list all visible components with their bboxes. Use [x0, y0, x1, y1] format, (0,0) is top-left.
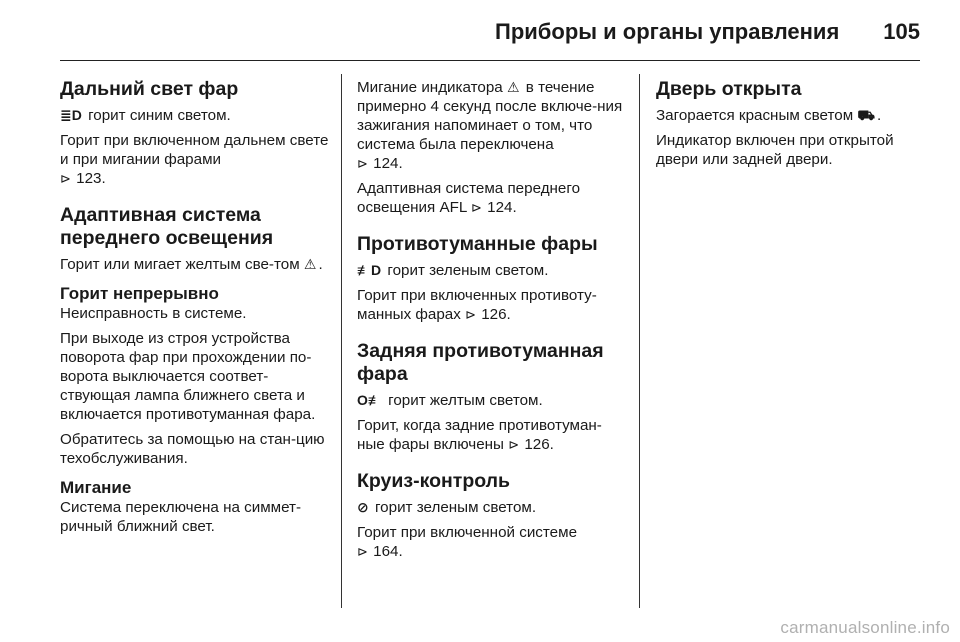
afl-para: Горит или мигает желтым све-том ⚠ .	[60, 256, 323, 273]
reference-arrow-icon: ⊳	[357, 544, 368, 559]
fog-light-icon: ≢D	[357, 262, 382, 278]
column-3	[656, 78, 928, 175]
high-beam-para: Горит при включенном дальнем свете и при мигании фарами ⊳ 123.	[60, 132, 329, 187]
column-divider-1	[341, 74, 342, 608]
page-number: 105	[883, 19, 920, 44]
reference-arrow-icon: ⊳	[60, 171, 71, 186]
afl-flash-para: Мигание индикатора ⚠ в течение примерно 4 секунд после включе-ния зажигания напоминает о том, что система была переключена ⊳ 124.	[357, 79, 623, 172]
column-divider-2	[639, 74, 640, 608]
rear-fog-light-icon: O≢	[357, 392, 382, 408]
section-high-beam-title: Дальний свет фар	[60, 78, 239, 100]
rear-fog-line-1: O≢ горит желтым светом.	[357, 392, 543, 409]
column-2	[357, 78, 629, 567]
high-beam-line-1: ≣D горит синим светом.	[60, 107, 231, 124]
section-fog-lights-title: Противотуманные фары	[357, 233, 598, 255]
page-header	[60, 12, 920, 52]
door-open-para-1: Загорается красным светом ⛟ .	[656, 107, 882, 124]
cruise-line-1: ⊘ горит зеленым светом.	[357, 499, 537, 516]
afl-icon: ⚠	[303, 256, 317, 272]
constant-para-2: При выходе из строя устройства поворота фар при прохождении по-ворота выключается соответ-ствующая лампа ближнего света и включается противотуманная фара.	[60, 330, 316, 423]
column-1	[60, 78, 332, 542]
fog-lights-line-1: ≢D горит зеленым светом.	[357, 262, 549, 279]
door-open-para-2: Индикатор включен при открытой двери или задней двери.	[656, 132, 894, 168]
watermark: carmanualsonline.info	[780, 618, 950, 637]
header-rule	[60, 60, 920, 61]
section-door-open-title: Дверь открыта	[656, 78, 802, 100]
section-afl-title: Адаптивная система переднего освещения	[60, 204, 274, 249]
reference-arrow-icon: ⊳	[465, 307, 476, 322]
flashing-para: Система переключена на симмет-ричный ближний свет.	[60, 499, 302, 535]
section-rear-fog-title: Задняя противотуманная фара	[357, 340, 604, 385]
high-beam-icon: ≣D	[60, 107, 82, 123]
section-constant-title: Горит непрерывно	[60, 284, 219, 303]
door-open-icon: ⛟	[857, 107, 875, 123]
section-cruise-control-title: Круиз-контроль	[357, 470, 511, 492]
page-title: Приборы и органы управления	[495, 19, 840, 44]
afl-ref-para: Адаптивная система переднего освещения AFL ⊳ 124.	[357, 180, 581, 216]
cruise-para: Горит при включенной системе ⊳ 164.	[357, 524, 578, 560]
afl-icon: ⚠	[507, 79, 520, 95]
section-flashing-title: Мигание	[60, 478, 132, 497]
fog-lights-para: Горит при включенных противоту-манных фарах ⊳ 126.	[357, 287, 597, 323]
reference-arrow-icon: ⊳	[357, 156, 368, 171]
rear-fog-para: Горит, когда задние противотуман-ные фары включены ⊳ 126.	[357, 417, 602, 453]
constant-para-3: Обратитесь за помощью на стан-цию техобслуживания.	[60, 431, 325, 467]
cruise-control-icon: ⊘	[357, 499, 369, 515]
reference-arrow-icon: ⊳	[508, 437, 520, 452]
constant-para-1: Неисправность в системе.	[60, 305, 247, 322]
reference-arrow-icon: ⊳	[471, 200, 482, 215]
